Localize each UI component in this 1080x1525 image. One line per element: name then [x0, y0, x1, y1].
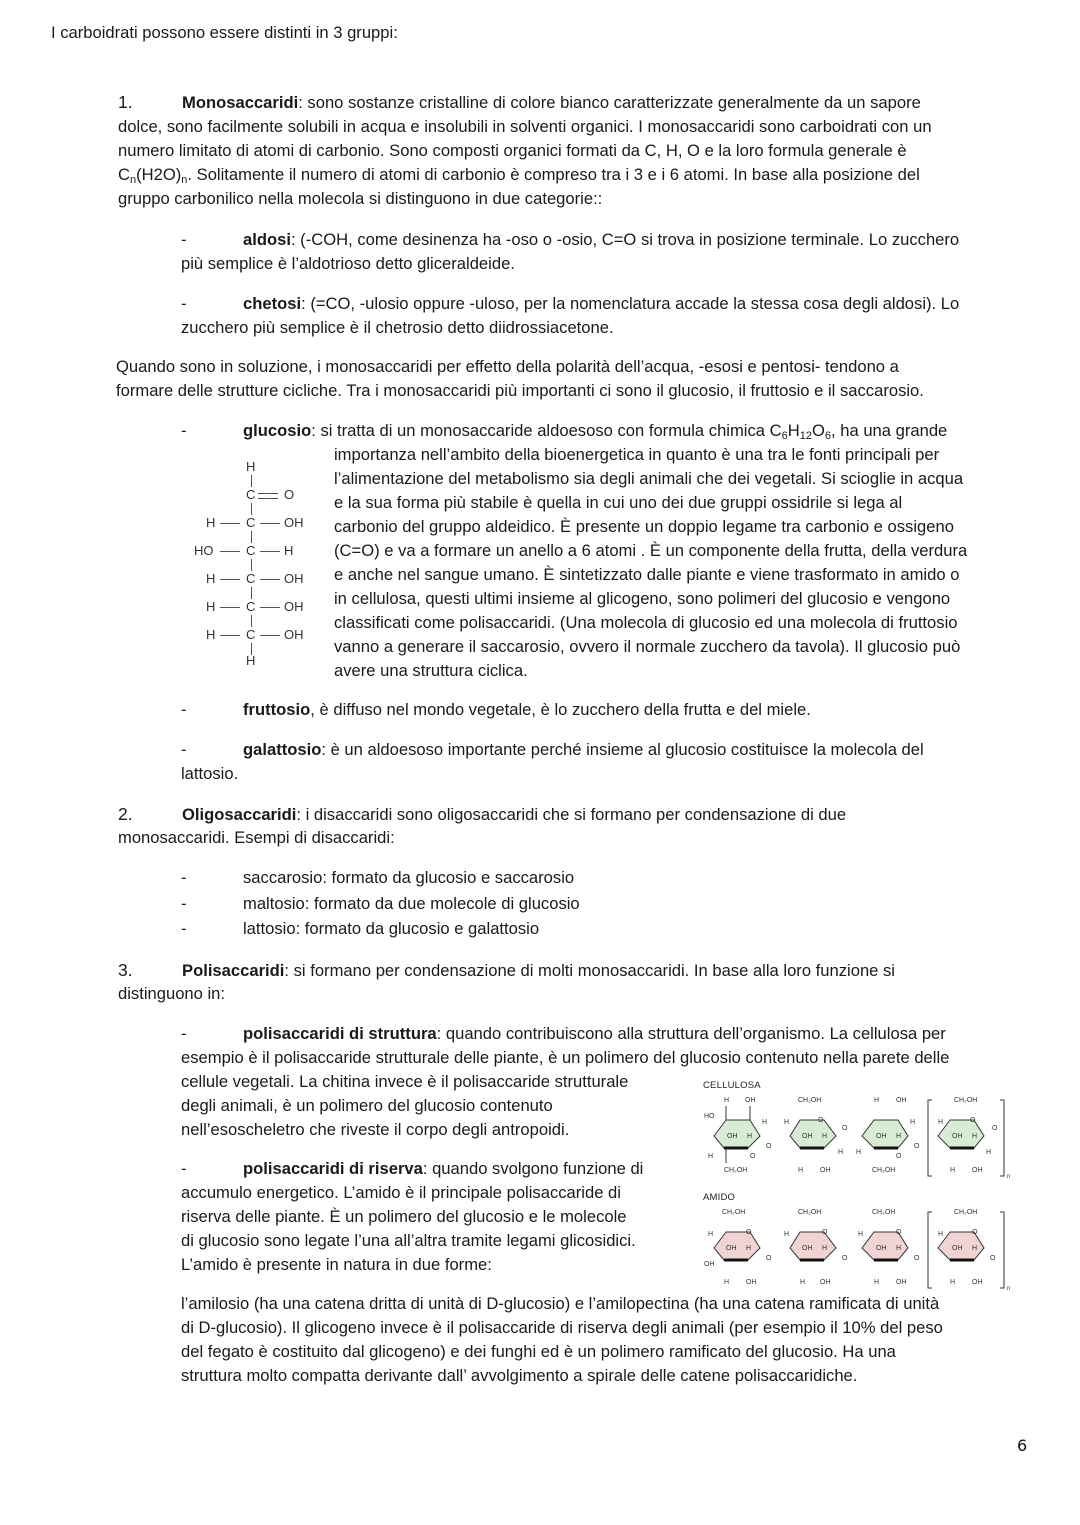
paragraph-line: di D-glucosio). Il glicogeno invece è il polisaccaride di riserva degli animali (per esempio il 10% del peso	[181, 1318, 943, 1337]
section1-heading-line	[118, 90, 1018, 115]
svg-text:OH: OH	[745, 1097, 756, 1104]
list-item-aldosi-cont: più semplice è l’aldotrioso detto gliceraldeide.	[181, 254, 515, 273]
paragraph-line: formare delle strutture cicliche. Tra i monosaccaridi più importanti ci sono il glucosio, il fruttosio e il saccarosio.	[116, 381, 924, 400]
svg-text:H: H	[972, 1245, 978, 1252]
paragraph-line: e anche nel sangue umano. È sintetizzato dalle piante e viene trasformato in amido o	[334, 565, 960, 584]
svg-text:CH₂OH: CH₂OH	[954, 1209, 978, 1216]
svg-text:H: H	[874, 1279, 880, 1286]
svg-text:CH₂OH: CH₂OH	[798, 1097, 822, 1104]
svg-text:O: O	[818, 1117, 824, 1124]
svg-text:O: O	[766, 1255, 772, 1262]
section-number: 1.	[118, 92, 133, 112]
svg-text:H: H	[822, 1133, 828, 1140]
paragraph-line: l’amilosio (ha una catena dritta di unità di D-glucosio) e l’amilopectina (ha una catena ramificata di unità	[181, 1294, 940, 1313]
svg-text:CH₂OH: CH₂OH	[722, 1209, 746, 1216]
paragraph-line: e la sua forma più stabile è quella in cui uno dei due gruppi ossidrile si lega al	[334, 493, 903, 512]
svg-text:H: H	[950, 1279, 956, 1286]
svg-text:H: H	[798, 1167, 804, 1174]
svg-text:O: O	[896, 1153, 902, 1160]
svg-text:H: H	[747, 1133, 753, 1140]
svg-text:O: O	[766, 1143, 772, 1150]
svg-text:OH: OH	[952, 1133, 963, 1140]
list-item-disaccaride: - saccarosio: formato da glucosio e saccarosio	[181, 868, 575, 887]
svg-text:H: H	[724, 1097, 730, 1104]
paragraph-line: distinguono in:	[118, 984, 226, 1003]
list-item-chetosi: - chetosi: (=CO, -ulosio oppure -uloso, per la nomenclatura accade la stessa cosa degli aldosi). Lo	[181, 294, 960, 313]
svg-text:H: H	[858, 1231, 864, 1238]
svg-text:O: O	[970, 1117, 976, 1124]
paragraph-line: carbonio del gruppo aldeidico. È presente un doppio legame tra carbonio e ossigeno	[334, 517, 954, 536]
svg-text:OH: OH	[972, 1279, 983, 1286]
svg-text:H: H	[708, 1153, 714, 1160]
svg-text:H: H	[762, 1119, 768, 1126]
svg-text:n: n	[1007, 1174, 1011, 1180]
amido-structure-figure	[700, 1186, 1020, 1292]
svg-text:H: H	[938, 1119, 944, 1126]
svg-text:OH: OH	[876, 1133, 887, 1140]
paragraph-line: monosaccaridi. Esempi di disaccaridi:	[118, 828, 395, 847]
list-item-struttura: - polisaccaridi di struttura: quando contribuiscono alla struttura dell’organismo. La cellulosa per	[181, 1024, 946, 1043]
list-item-fruttosio: - fruttosio, è diffuso nel mondo vegetale, è lo zucchero della frutta e del miele.	[181, 700, 811, 719]
paragraph-line: vanno a generare il saccarosio, ovvero il normale zucchero da tavola). Il glucosio può	[334, 637, 961, 656]
svg-text:O: O	[896, 1229, 902, 1236]
paragraph-line: avere una struttura ciclica.	[334, 661, 528, 680]
svg-text:OH: OH	[802, 1245, 813, 1252]
svg-text:OH: OH	[726, 1245, 737, 1252]
svg-text:HO: HO	[704, 1113, 715, 1120]
list-item-chetosi-cont: zucchero più semplice è il chetrosio detto diidrossiacetone.	[181, 318, 614, 337]
paragraph-line: L’amido è presente in natura in due forme:	[181, 1255, 492, 1274]
svg-text:H: H	[972, 1133, 978, 1140]
svg-text:OH: OH	[896, 1097, 907, 1104]
cellulosa-structure-figure	[700, 1074, 1020, 1180]
paragraph-line: riserva delle piante. È un polimero del glucosio e le molecole	[181, 1207, 627, 1226]
paragraph-line: gruppo carbonilico nella molecola si distinguono in due categorie::	[118, 189, 603, 208]
paragraph-line: importanza nell’ambito della bioenergetica in quanto è una tra le fonti principali per	[334, 445, 940, 464]
svg-text:H: H	[986, 1149, 992, 1156]
figure-label: CELLULOSA	[703, 1080, 761, 1091]
svg-text:H: H	[950, 1167, 956, 1174]
svg-text:O: O	[750, 1153, 756, 1160]
svg-text:CH₂OH: CH₂OH	[872, 1167, 896, 1174]
paragraph-line: nell’esoscheletro che riveste il corpo degli antropoidi.	[181, 1120, 570, 1139]
svg-text:OH: OH	[802, 1133, 813, 1140]
paragraph-line: cellule vegetali. La chitina invece è il polisaccaride strutturale	[181, 1072, 629, 1091]
svg-text:H: H	[784, 1119, 790, 1126]
list-item-aldosi: - aldosi: (-COH, come desinenza ha -oso o -osio, C=O si trova in posizione terminale. Lo zucchero	[181, 230, 960, 249]
paragraph-line: classificati come polisaccaridi. (Una molecola di glucosio ed una molecola di fruttosio	[334, 613, 958, 632]
svg-text:O: O	[914, 1143, 920, 1150]
svg-text:OH: OH	[704, 1261, 715, 1268]
list-item-glucosio: - glucosio: si tratta di un monosaccaride aldoesoso con formula chimica $C_6H_{12}O_6$, ha una grande	[181, 421, 948, 442]
glucose-fischer-projection: H C O H C OH HO C H H C OH H C OH H C OH H	[194, 459, 304, 668]
svg-text:OH: OH	[876, 1245, 887, 1252]
svg-text:n: n	[1007, 1286, 1011, 1292]
svg-text:O: O	[990, 1255, 996, 1262]
svg-text:OH: OH	[820, 1167, 831, 1174]
svg-text:O: O	[992, 1125, 998, 1132]
svg-text:O: O	[822, 1229, 828, 1236]
paragraph-line: in cellulosa, questi ultimi insieme al glicogeno, sono polimeri del glucosio e vengono	[334, 589, 951, 608]
svg-text:O: O	[972, 1229, 978, 1236]
paragraph-line: dolce, sono facilmente solubili in acqua e insolubili in solventi organici. I monosaccaridi sono carboidrati con un	[118, 117, 932, 136]
paragraph-line: accumulo energetico. L’amido è il principale polisaccaride di	[181, 1183, 621, 1202]
svg-text:H: H	[708, 1231, 714, 1238]
svg-text:OH: OH	[896, 1279, 907, 1286]
svg-text:OH: OH	[727, 1133, 738, 1140]
list-item-disaccaride: - maltosio: formato da due molecole di glucosio	[181, 894, 580, 913]
list-item-galattosio: - galattosio: è un aldoesoso importante perché insieme al glucosio costituisce la molecola del	[181, 740, 924, 759]
formula-line: $C_n(H2O)_n$. Solitamente il numero di atomi di carbonio è compreso tra i 3 e i 6 atomi. In base alla posizione del	[118, 165, 920, 186]
section-title: Monosaccaridi	[182, 93, 299, 112]
svg-text:O: O	[746, 1229, 752, 1236]
svg-text:OH: OH	[746, 1279, 757, 1286]
paragraph-text: : sono sostanze cristalline di colore bianco caratterizzate generalmente da un sapore	[298, 93, 921, 112]
paragraph-line: del fegato è costituito dal glicogeno) e dei funghi ed è un polimero ramificato del glucosio. Ha una	[181, 1342, 896, 1361]
svg-text:CH₂OH: CH₂OH	[798, 1209, 822, 1216]
svg-text:OH: OH	[820, 1279, 831, 1286]
svg-text:O: O	[842, 1255, 848, 1262]
paragraph-line: esempio è il polisaccaride strutturale delle piante, è un polimero del glucosio contenuto nella parete delle	[181, 1048, 950, 1067]
paragraph-line: struttura molto compatta derivante dall’ avvolgimento a spirale delle catene polisaccaridiche.	[181, 1366, 858, 1385]
intro-text: I carboidrati possono essere distinti in 3 gruppi:	[51, 23, 398, 42]
svg-text:H: H	[874, 1097, 880, 1104]
svg-text:H: H	[938, 1231, 944, 1238]
svg-text:CH₂OH: CH₂OH	[954, 1097, 978, 1104]
svg-text:H: H	[724, 1279, 730, 1286]
page-number: 6	[1017, 1436, 1028, 1455]
paragraph-line: numero limitato di atomi di carbonio. Sono composti organici formati da C, H, O e la loro formula generale è	[118, 141, 907, 160]
amido-chain-svg	[700, 1200, 1020, 1292]
list-item-galattosio-cont: lattosio.	[181, 764, 239, 783]
svg-text:H: H	[838, 1149, 844, 1156]
paragraph-line: degli animali, è un polimero del glucosio contenuto	[181, 1096, 553, 1115]
paragraph-line: di glucosio sono legate l’una all’altra tramite legami glicosidici.	[181, 1231, 636, 1250]
section3-heading-line: 3. Polisaccaridi: si formano per condensazione di molti monosaccaridi. In base alla loro funzione si	[118, 960, 895, 980]
svg-text:CH₂OH: CH₂OH	[872, 1209, 896, 1216]
svg-text:OH: OH	[952, 1245, 963, 1252]
svg-text:H: H	[800, 1279, 806, 1286]
glucosio-description	[334, 443, 967, 683]
svg-text:OH: OH	[972, 1167, 983, 1174]
paragraph-line: (C=O) e va a formare un anello a 6 atomi . È un componente della frutta, della verdura	[334, 541, 968, 560]
svg-text:CH₂OH: CH₂OH	[724, 1167, 748, 1174]
paragraph-line: l’alimentazione del metabolismo sia degli animali che dei vegetali. Si scioglie in acqua	[334, 469, 964, 488]
list-item-riserva: - polisaccaridi di riserva: quando svolgono funzione di	[181, 1159, 644, 1178]
figure-label: AMIDO	[703, 1192, 736, 1203]
list-item-disaccaride: - lattosio: formato da glucosio e galattosio	[181, 919, 540, 938]
svg-text:H: H	[784, 1231, 790, 1238]
svg-text:O: O	[914, 1255, 920, 1262]
section2-heading-line: 2. Oligosaccaridi: i disaccaridi sono oligosaccaridi che si formano per condensazione di due	[118, 804, 847, 824]
svg-text:H: H	[746, 1245, 752, 1252]
svg-text:H: H	[856, 1149, 862, 1156]
svg-text:H: H	[896, 1133, 902, 1140]
svg-text:O: O	[842, 1125, 848, 1132]
svg-text:H: H	[896, 1245, 902, 1252]
svg-text:H: H	[910, 1119, 916, 1126]
cellulosa-chain-svg	[700, 1088, 1020, 1180]
paragraph-line: Quando sono in soluzione, i monosaccaridi per effetto della polarità dell’acqua, -esosi e pentosi- tendono a	[116, 357, 899, 376]
svg-text:H: H	[822, 1245, 828, 1252]
